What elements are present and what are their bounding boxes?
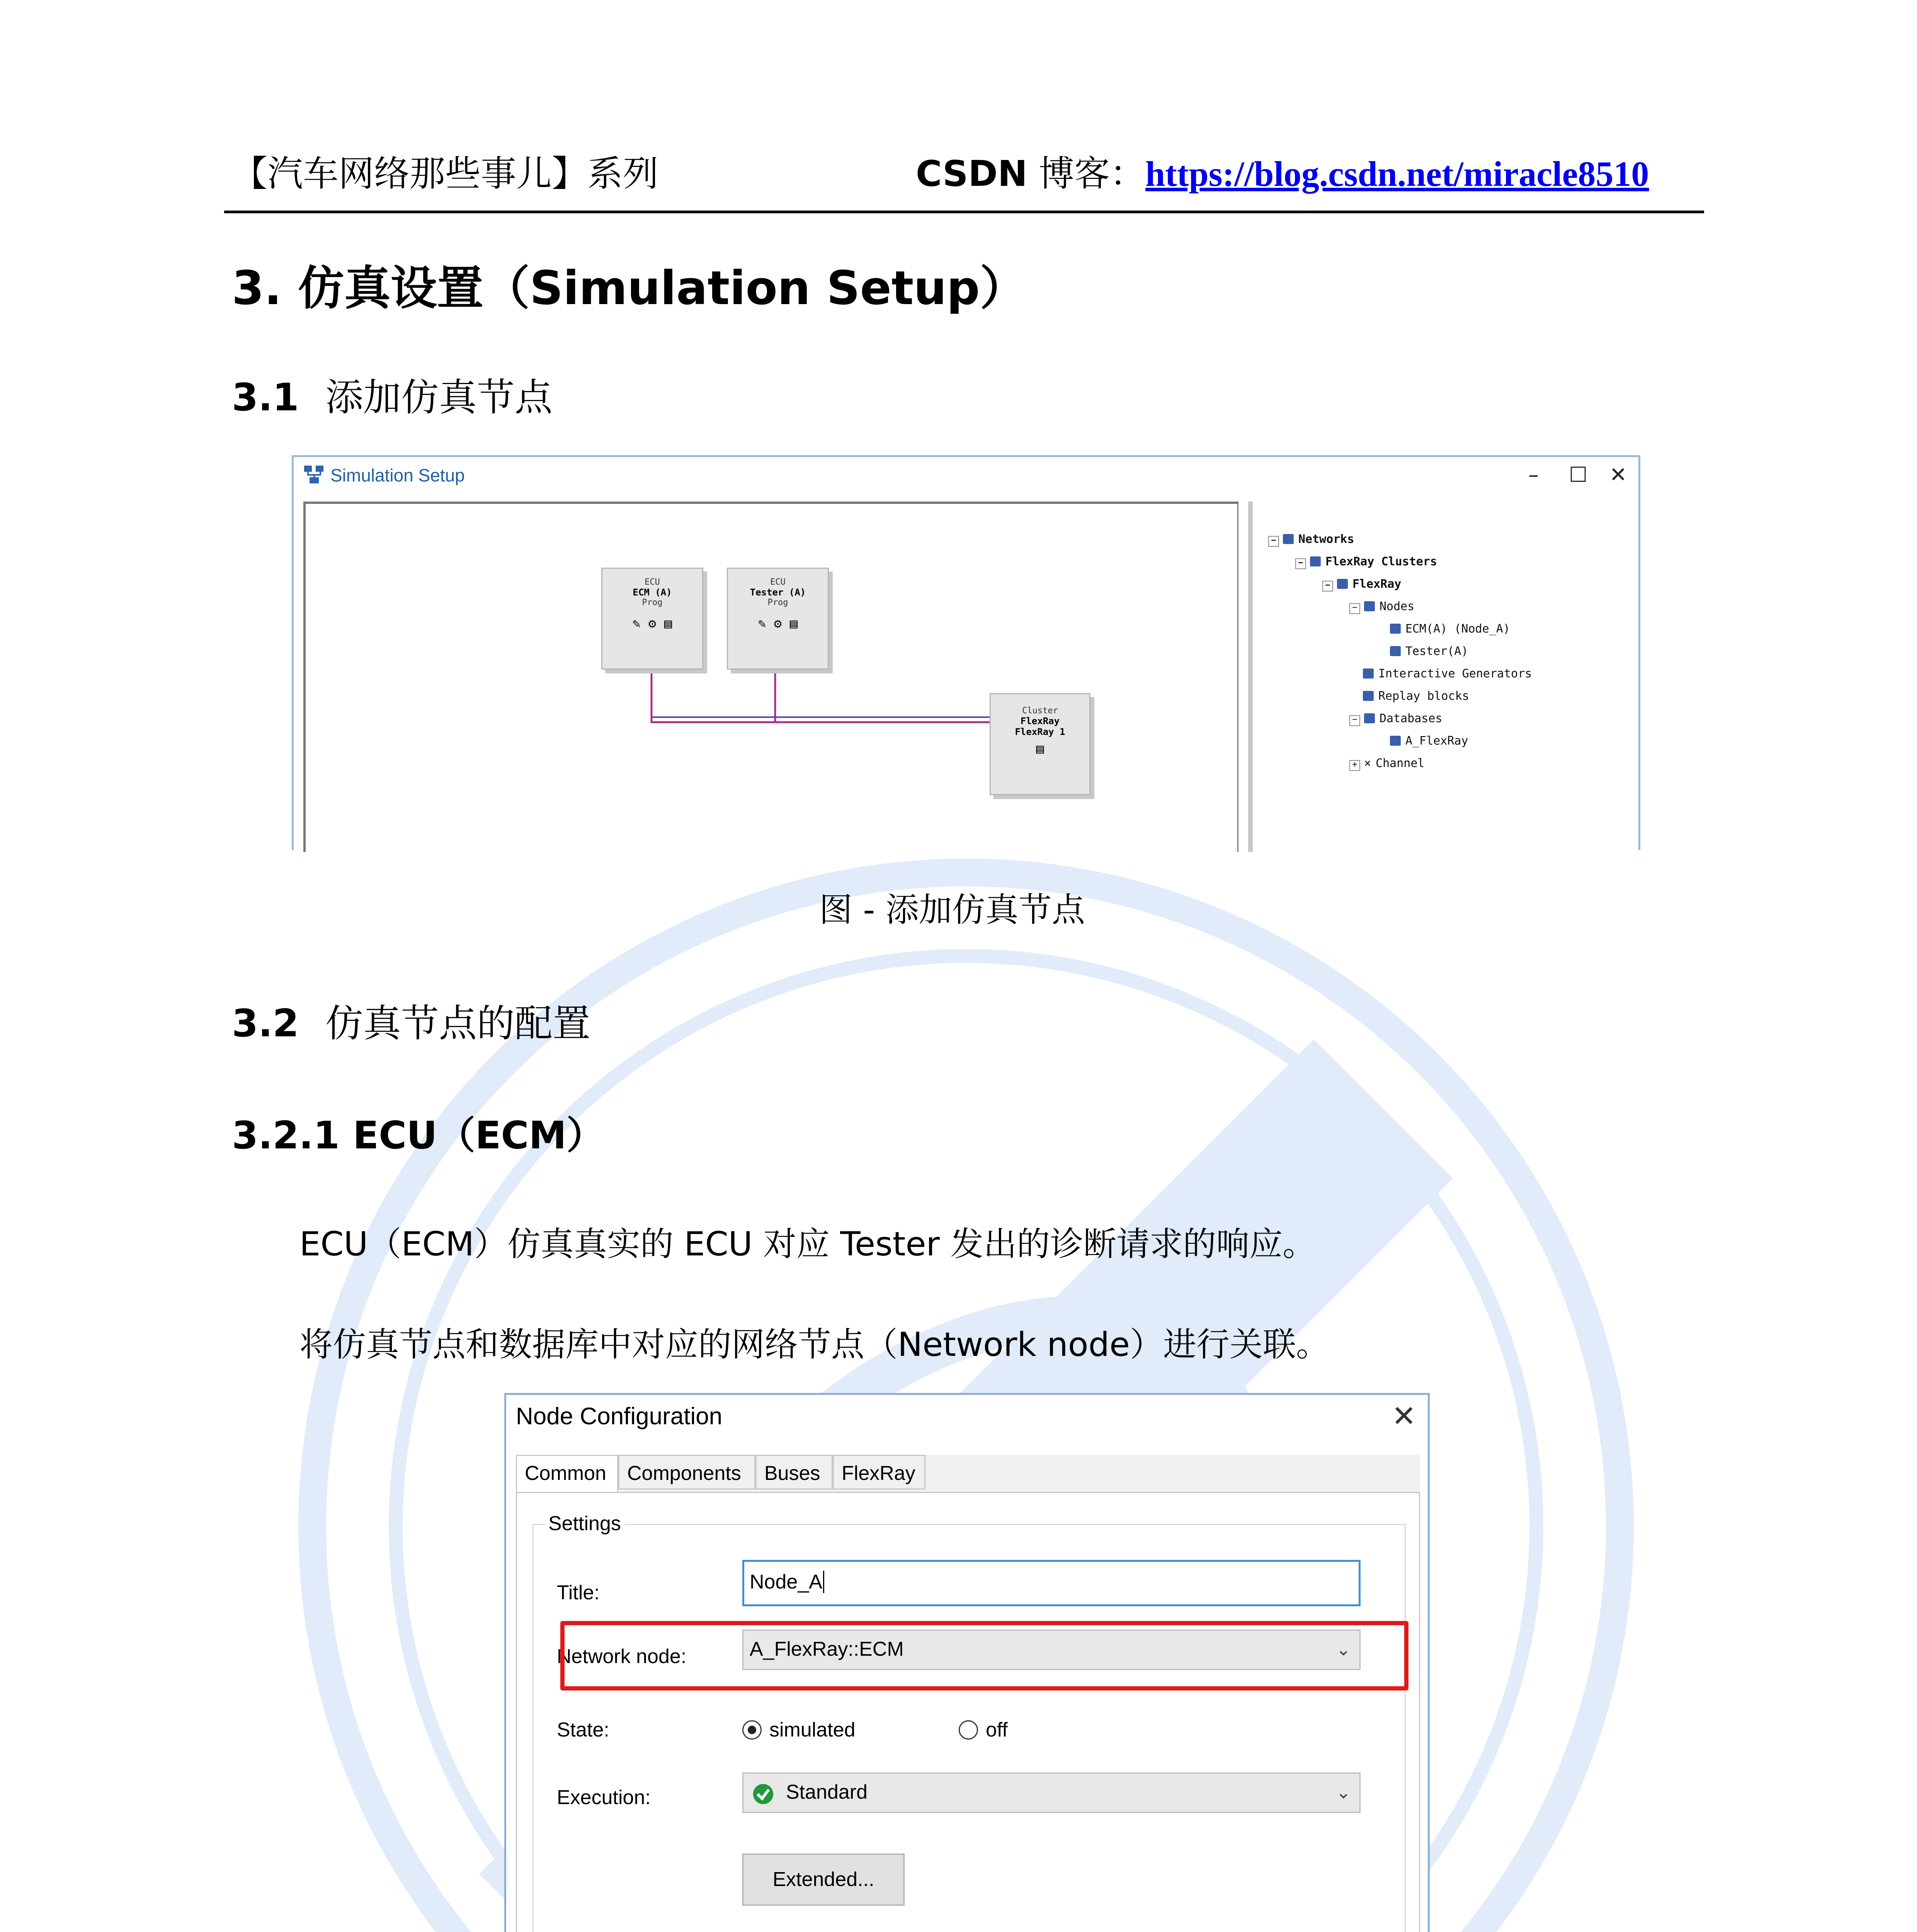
cluster-icon: ▤ xyxy=(1036,741,1044,757)
close-button[interactable]: ✕ xyxy=(1609,463,1627,487)
section-3-2-number: 3.2 xyxy=(232,1002,299,1046)
checkmark-icon xyxy=(752,1783,774,1805)
sim-node-ecm[interactable] xyxy=(601,568,703,670)
execution-label: Execution: xyxy=(557,1786,651,1809)
section-3-1-heading xyxy=(232,367,553,422)
header-csdn: CSDN xyxy=(916,153,1027,194)
tab-common[interactable]: Common xyxy=(516,1455,618,1493)
network-icon xyxy=(1283,534,1294,544)
tree-node-ecm[interactable]: ECM(A) (Node_A) xyxy=(1390,622,1510,636)
tab-flexray[interactable]: FlexRay xyxy=(833,1455,925,1490)
header-blog xyxy=(916,145,1649,196)
tree-database-flexray[interactable]: A_FlexRay xyxy=(1390,734,1468,748)
section-3-2-1-heading xyxy=(232,1105,604,1160)
settings-group-label: Settings xyxy=(545,1512,624,1535)
section-3-1-number: 3.1 xyxy=(232,376,299,420)
network-node-select[interactable]: A_FlexRay::ECM ⌄ xyxy=(742,1629,1361,1670)
chevron-down-icon: ⌄ xyxy=(1336,1639,1351,1659)
node-name: ECM (A) xyxy=(633,587,672,598)
simulation-setup-window xyxy=(292,455,1640,850)
section-3-1-title: 添加仿真节点 xyxy=(325,376,553,420)
node-icon xyxy=(1390,646,1401,656)
simulation-canvas[interactable] xyxy=(303,502,1238,852)
bus-lines xyxy=(306,504,1237,852)
state-off-radio[interactable] xyxy=(959,1720,978,1740)
highlight-network-node xyxy=(560,1621,1408,1690)
node-icon xyxy=(1363,668,1374,679)
node-icon xyxy=(1390,624,1401,634)
network-icon xyxy=(1310,556,1321,566)
execution-select[interactable]: Standard ⌄ xyxy=(742,1772,1361,1813)
state-simulated-radio[interactable] xyxy=(742,1720,762,1740)
node-tool-icons: ✎ ⚙ ▤ xyxy=(632,616,672,631)
tree-clusters[interactable]: − FlexRay Clusters xyxy=(1295,555,1437,569)
header-series: 【汽车网络那些事儿】系列 xyxy=(232,153,659,194)
database-icon xyxy=(1390,736,1401,746)
sim-titlebar xyxy=(294,457,1638,496)
node-configuration-dialog xyxy=(504,1393,1430,1932)
tab-panel-common xyxy=(516,1492,1420,1932)
tree-interactive-generators[interactable]: Interactive Generators xyxy=(1363,667,1532,680)
dialog-body xyxy=(516,1455,1420,1932)
chevron-down-icon: ⌄ xyxy=(1336,1782,1351,1802)
header-rule xyxy=(224,211,1704,213)
network-icon xyxy=(303,465,325,485)
dialog-close-button[interactable]: ✕ xyxy=(1391,1400,1416,1433)
cluster-channel: FlexRay 1 xyxy=(1015,726,1065,737)
tree-replay-blocks[interactable]: Replay blocks xyxy=(1363,689,1469,703)
tree-databases[interactable]: − Databases xyxy=(1349,712,1442,726)
cluster-name: FlexRay xyxy=(1020,716,1060,726)
section-3-2-heading xyxy=(232,993,590,1048)
section-3-2-title: 仿真节点的配置 xyxy=(325,1002,590,1046)
node-tool-icons: ✎ ⚙ ▤ xyxy=(758,616,798,631)
tab-components[interactable]: Components xyxy=(618,1455,755,1490)
tab-buses[interactable]: Buses xyxy=(755,1455,833,1490)
title-input[interactable]: Node_A xyxy=(742,1560,1361,1606)
section-3-heading: 3. 仿真设置（Simulation Setup） xyxy=(232,262,1026,315)
network-icon xyxy=(1337,579,1348,589)
paragraph-1: ECU（ECM）仿真真实的 ECU 对应 Tester 发出的诊断请求的响应。 xyxy=(299,1225,1316,1264)
section-3-2-1-title: （ECM） xyxy=(437,1114,604,1158)
sim-node-tester[interactable] xyxy=(727,568,829,670)
cluster-type: Cluster xyxy=(1022,706,1058,716)
tree-channel[interactable]: + × Channel xyxy=(1349,757,1425,771)
sim-window-title: Simulation Setup xyxy=(330,465,465,485)
minimize-button[interactable]: – xyxy=(1528,463,1539,487)
extended-button[interactable]: Extended... xyxy=(742,1854,905,1906)
node-icon xyxy=(1364,601,1375,611)
state-simulated-label: simulated xyxy=(769,1719,856,1741)
node-name: Tester (A) xyxy=(750,587,806,598)
tree-node-tester[interactable]: Tester(A) xyxy=(1390,645,1468,658)
paragraph-2: 将仿真节点和数据库中对应的网络节点（Network node）进行关联。 xyxy=(299,1325,1330,1364)
figure-caption-1: 图 - 添加仿真节点 xyxy=(819,891,1085,929)
node-type: ECU xyxy=(770,577,786,587)
node-prog: Prog xyxy=(642,598,663,607)
database-icon xyxy=(1364,713,1375,723)
node-prog: Prog xyxy=(767,598,788,607)
title-label: Title: xyxy=(557,1582,600,1604)
maximize-button[interactable]: ☐ xyxy=(1569,463,1588,487)
network-tree[interactable] xyxy=(1248,502,1636,852)
section-3-2-1-number: 3.2.1 ECU xyxy=(232,1114,437,1158)
tree-nodes[interactable]: − Nodes xyxy=(1349,600,1414,614)
network-node-label: Network node: xyxy=(557,1645,687,1668)
state-off-label: off xyxy=(986,1719,1008,1741)
tree-networks[interactable]: − Networks xyxy=(1268,532,1354,547)
settings-group xyxy=(532,1512,1406,1932)
header-blog-link[interactable]: https://blog.csdn.net/miracle8510 xyxy=(1145,154,1649,194)
dialog-title: Node Configuration xyxy=(516,1403,723,1430)
node-type: ECU xyxy=(645,577,660,587)
tree-flexray[interactable]: − FlexRay xyxy=(1322,577,1401,592)
node-icon xyxy=(1363,691,1374,701)
state-label: State: xyxy=(557,1719,609,1741)
sim-node-cluster[interactable] xyxy=(990,693,1090,795)
header-blog-label: 博客： xyxy=(1027,153,1146,194)
